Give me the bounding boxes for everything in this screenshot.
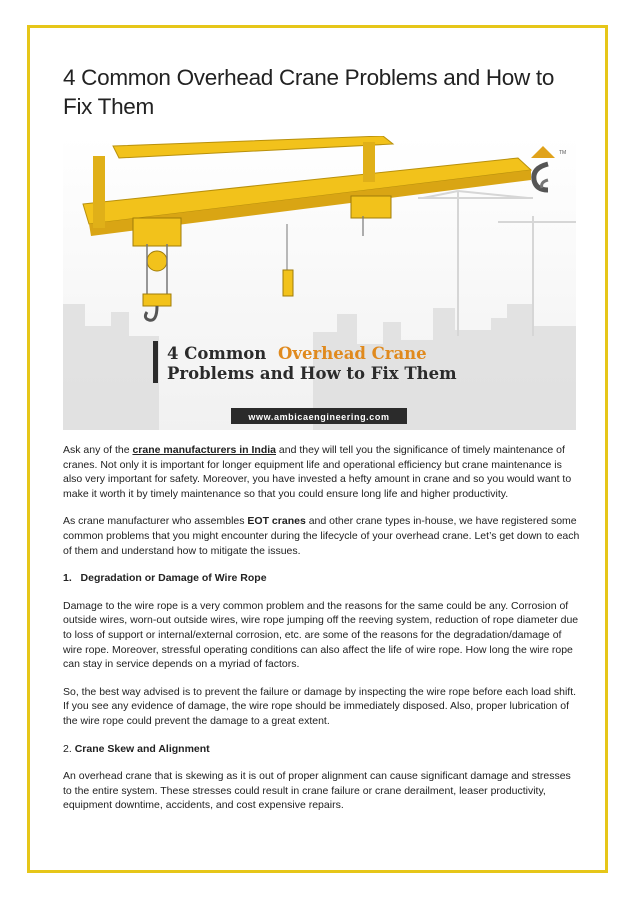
svg-text:4 Common Overhead Cran [167, 344, 427, 363]
banner-website: www.ambicaengineering.com [248, 412, 390, 422]
eot-cranes-bold: EOT cranes [247, 515, 306, 528]
hero-image [63, 136, 576, 430]
banner-text-accent: Overhead Crane [278, 344, 427, 363]
page-title: 4 Common Overhead Crane Problems and How to Fix Them [63, 65, 555, 119]
banner-line-2: Problems and How to Fix Them [167, 364, 457, 383]
section-heading-wire-rope: 1. Degradation or Damage of Wire Rope [63, 572, 267, 585]
banner-text-dark: 4 Common [167, 344, 267, 363]
article-body [63, 443, 580, 826]
paragraph-intro: Ask any of the crane manufacturers in India and they will tell you the significance of timely maintenance of cranes. Not only it is important for longer equipment life and operational efficiency but crane maintenance is also very important for safety. Moreover, you have invested a hefty amount in crane and so you would want to make it worth it by timely maintenance so that you could ensure long life and higher productivity. [63, 444, 572, 500]
logo-tm: TM [559, 150, 567, 156]
paragraph-wire-rope-causes: Damage to the wire rope is a very common problem and the reasons for the same could be any. Corrosion of outside wires, worn-out outside wires, wire rope jumping off the reeving system, reduction of rope diameter due to loss of support or internal/external corrosion, etc. are some of the reasons for the degradation/damage of wire rope. Moreover, stressful operating conditions can also affect the life of wire rope. How long the wire rope can stay in service depends on a myriad of factors. [63, 599, 579, 671]
section-heading-crane-skew: 2. Crane Skew and Alignment [63, 742, 210, 755]
paragraph-wire-rope-prevention: So, the best way advised is to prevent the failure or damage by inspecting the wire rope before each load shift. If you see any evidence of damage, the wire rope should be immediately disposed. Also, proper lubrication of the wire rope could prevent the damage to a great extent. [63, 685, 577, 727]
paragraph-crane-skew: An overhead crane that is skewing as it is out of proper alignment can cause significant damage and stresses to the entire system. These stresses could result in crane failure or crane derailment, leaser productivity, equipment downtime, accidents, and cost expensive repairs. [63, 770, 571, 812]
paragraph-eot: As crane manufacturer who assembles EOT cranes and other crane types in-house, we have registered some common problems that you might encounter during the lifecycle of your overhead crane. Let’s get down to each of them and understand how to mitigate the issues. [63, 515, 580, 557]
crane-manufacturers-link[interactable]: crane manufacturers in India [132, 444, 277, 456]
